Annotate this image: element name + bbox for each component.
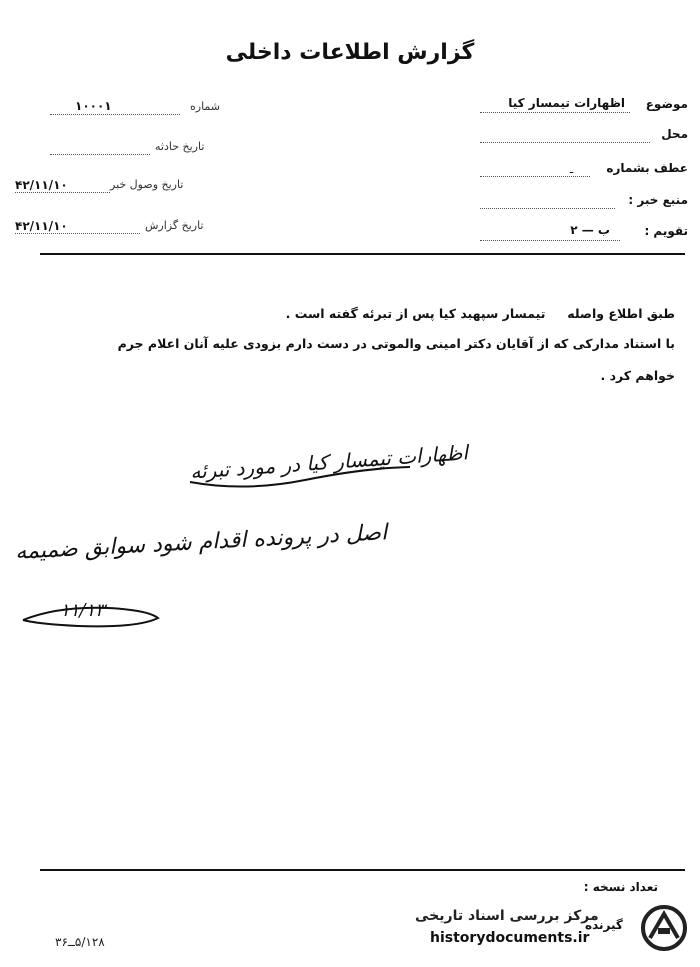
recipient-label: گیرنده [585, 918, 623, 932]
location-label: محل [661, 127, 688, 141]
reference-label: عطف بشماره [606, 161, 688, 175]
body-line-1 [286, 303, 675, 325]
copies-label: تعداد نسخه : [583, 880, 658, 894]
body-line-2: با استناد مدارکی که از آقایان دکتر امینی والموتی در دست دارم بزودی علیه آنان اعلام جرم [117, 336, 675, 351]
handwritten-note-1: اظهارات تیمسار کیا در مورد تبرئه [189, 440, 469, 484]
number-label: شماره [190, 100, 221, 113]
evaluation-value: ب — ۲ [570, 223, 610, 237]
receipt-date-value: ۴۲/۱۱/۱۰ [15, 178, 68, 192]
location-dots [480, 142, 650, 143]
report-date-label: تاریخ گزارش [145, 219, 204, 232]
body-line-1-label: طبق اطلاع واصله [567, 306, 675, 321]
handwritten-note-2: اصل در پرونده اقدام شود سوابق ضمیمه [14, 520, 388, 565]
report-date-value: ۴۲/۱۱/۱۰ [15, 219, 68, 233]
source-label: منبع خبر : [628, 193, 688, 207]
handwritten-note-3: ۱۱/۱۳ [60, 600, 105, 621]
body-line-1-text: تیمسار سپهبد کیا پس از تبرئه گفته است . [285, 306, 546, 321]
source-dots [480, 208, 615, 209]
receipt-date-dots [15, 192, 110, 193]
body-line-3: خواهم کرد . [600, 368, 675, 383]
number-dots [50, 114, 180, 115]
receipt-date-label: تاریخ وصول خبر [110, 178, 184, 191]
evaluation-label: تقویم : [644, 224, 688, 238]
report-date-dots [15, 233, 140, 234]
watermark-text: مرکز بررسی اسناد تاریخی [415, 908, 599, 924]
report-title: گزارش اطلاعات داخلی [225, 40, 475, 65]
footer-divider [40, 869, 685, 871]
incident-date-dots [50, 154, 150, 155]
reference-dots [480, 176, 590, 177]
watermark-url: historydocuments.ir [430, 930, 590, 946]
subject-value: اظهارات تیمسار کیا [508, 96, 625, 110]
header-divider [40, 253, 685, 255]
handwritten-underline-1 [185, 462, 415, 492]
form-code: ۵/۱۲۸ــ۳۶ [55, 935, 105, 949]
subject-dots [480, 112, 630, 113]
handwritten-paraph [18, 598, 163, 634]
incident-date-label: تاریخ حادثه [155, 140, 205, 153]
evaluation-dots [480, 240, 620, 241]
watermark-logo [640, 902, 688, 954]
subject-label: موضوع [645, 97, 688, 111]
reference-mark: ـ [570, 163, 574, 176]
number-value: ۱۰۰۰۱ [75, 99, 112, 113]
